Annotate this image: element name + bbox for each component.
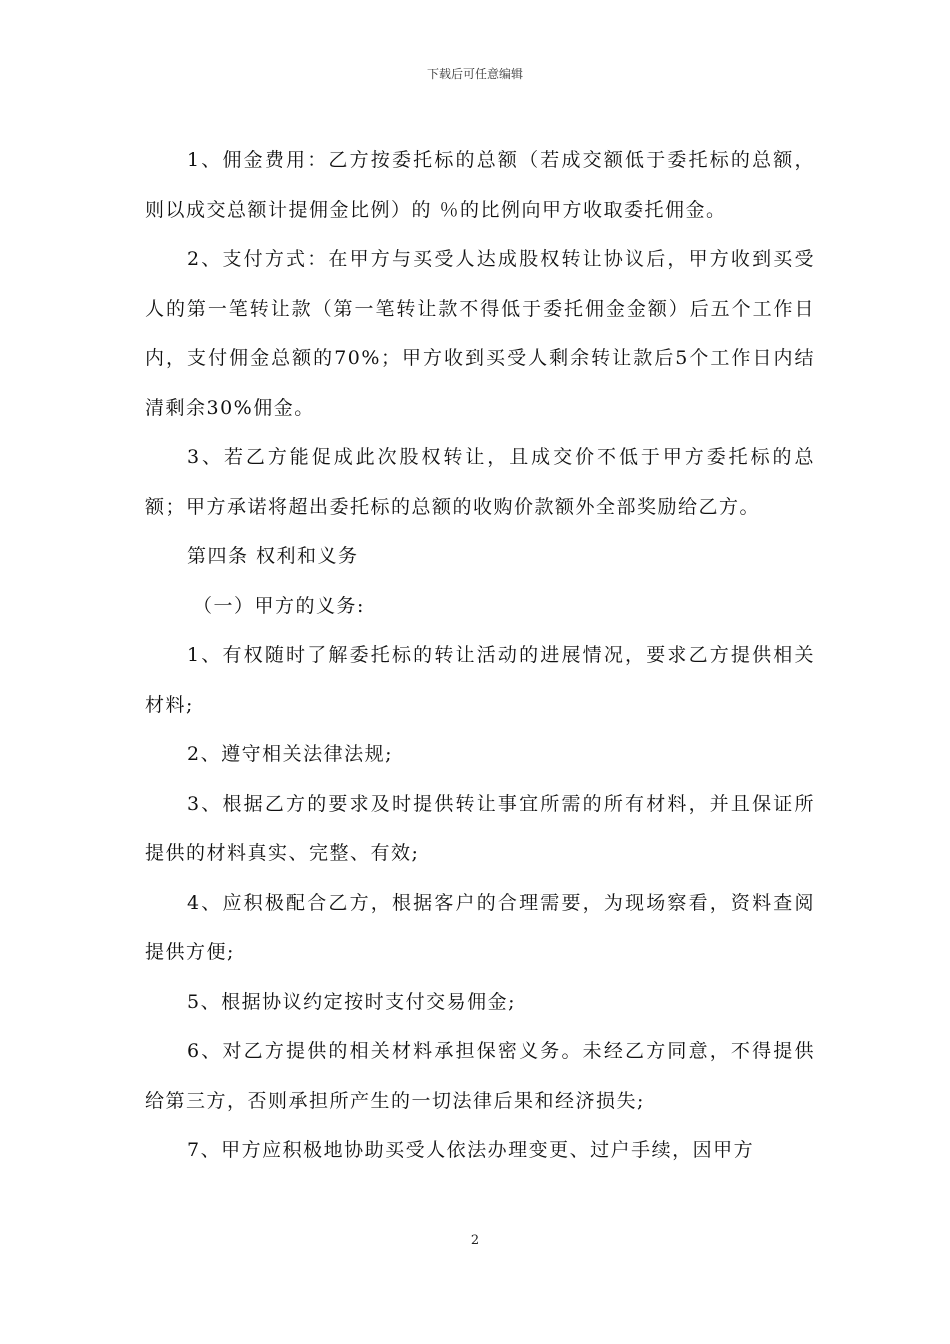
list-item: 7、甲方应积极地协助买受人依法办理变更、过户手续，因甲方 [187, 1139, 755, 1161]
paragraph-payment-method: 2、支付方式：在甲方与买受人达成股权转让协议后，甲方收到买受人的第一笔转让款（第一笔转让款不得低于委托佣金金额）后五个工作日内，支付佣金总额的70%；甲方收到买受人剩余转让款后5个工作日内结清剩余30%佣金。 [145, 248, 815, 419]
list-item: 2、遵守相关法律法规; [187, 743, 393, 765]
list-item: 4、应积极配合乙方，根据客户的合理需要，为现场察看，资料查阅提供方便; [145, 891, 815, 963]
list-item: 1、有权随时了解委托标的转让活动的进展情况，要求乙方提供相关材料; [145, 644, 815, 716]
paragraph-reward: 3、若乙方能促成此次股权转让，且成交价不低于甲方委托标的总额；甲方承诺将超出委托标的总额的收购价款额外全部奖励给乙方。 [145, 446, 815, 518]
list-item: 5、根据协议约定按时支付交易佣金; [187, 990, 516, 1013]
list-item: 3、根据乙方的要求及时提供转让事宜所需的所有材料，并且保证所提供的材料真实、完整、有效; [145, 792, 815, 864]
subsection-heading-party-a-obligations: （一）甲方的义务: [193, 594, 365, 617]
paragraph-commission-fee: 1、佣金费用：乙方按委托标的总额（若成交额低于委托标的总额，则以成交总额计提佣金比例）的 ％的比例向甲方收取委托佣金。 [145, 149, 815, 221]
list-item: 6、对乙方提供的相关材料承担保密义务。未经乙方同意，不得提供给第三方，否则承担所产生的一切法律后果和经济损失; [145, 1040, 815, 1112]
section-heading-rights-obligations: 第四条 权利和义务 [187, 545, 359, 567]
document-body [145, 136, 815, 1176]
page-header: 下载后可任意编辑 [426, 67, 523, 81]
page-number: 2 [470, 1233, 480, 1248]
